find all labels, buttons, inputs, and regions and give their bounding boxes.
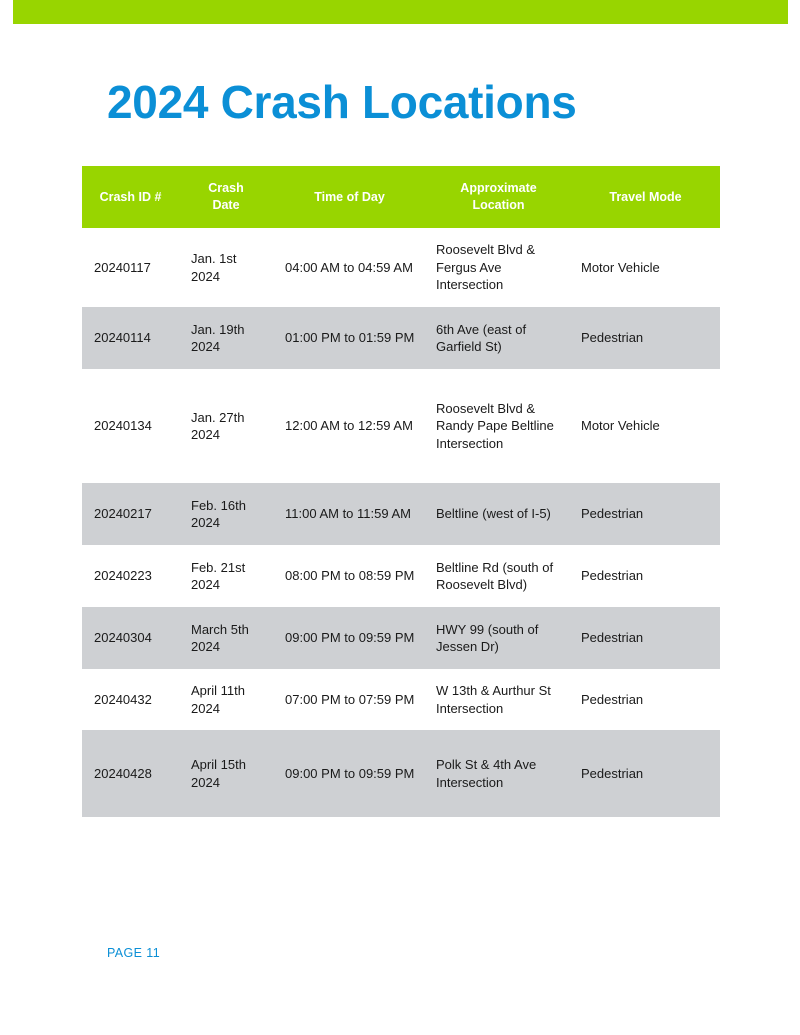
cell-date: April 15th 2024 <box>179 730 273 817</box>
cell-crash-id: 20240304 <box>82 607 179 669</box>
table-row <box>82 607 720 669</box>
cell-time: 08:00 PM to 08:59 PM <box>285 568 415 584</box>
cell-location: Polk St & 4th Ave Intersection <box>426 730 571 817</box>
cell-crash-id: 20240428 <box>82 730 179 817</box>
cell-time: 12:00 AM to 12:59 AM <box>285 418 413 434</box>
cell-crash-id: 20240432 <box>94 691 152 707</box>
table-row <box>82 730 720 817</box>
table-row <box>82 369 720 483</box>
cell-date: Feb. 21st 2024 <box>191 559 246 592</box>
header-crash-date: Crash Date <box>179 166 273 228</box>
cell-crash-id: 20240223 <box>94 568 152 584</box>
table-row <box>82 483 720 545</box>
cell-travel-mode: Pedestrian <box>581 691 644 707</box>
table-header-row <box>82 166 720 228</box>
cell-location: W 13th & Aurthur St Intersection <box>436 683 551 716</box>
cell-crash-id: 20240134 <box>94 418 152 434</box>
cell-date: Jan. 19th 2024 <box>179 307 273 369</box>
cell-time: 11:00 AM to 11:59 AM <box>273 483 426 545</box>
cell-date: April 11th 2024 <box>191 683 245 716</box>
cell-time: 07:00 PM to 07:59 PM <box>285 691 415 707</box>
cell-crash-id: 20240114 <box>82 307 179 369</box>
cell-location: Roosevelt Blvd & Fergus Ave Intersection <box>436 242 535 293</box>
cell-time: 04:00 AM to 04:59 AM <box>285 259 413 275</box>
cell-date: March 5th 2024 <box>179 607 273 669</box>
table-row <box>82 307 720 369</box>
cell-date: Jan. 27th 2024 <box>191 409 245 442</box>
cell-location: HWY 99 (south of Jessen Dr) <box>426 607 571 669</box>
cell-travel-mode: Pedestrian <box>571 730 720 817</box>
cell-location: 6th Ave (east of Garfield St) <box>426 307 571 369</box>
cell-travel-mode: Motor Vehicle <box>581 418 660 434</box>
cell-travel-mode: Pedestrian <box>581 568 644 584</box>
top-accent-bar <box>13 0 788 24</box>
table-row <box>82 545 720 607</box>
cell-crash-id: 20240117 <box>94 259 151 275</box>
cell-travel-mode: Pedestrian <box>571 307 720 369</box>
cell-time: 01:00 PM to 01:59 PM <box>273 307 426 369</box>
crash-locations-table <box>82 166 720 817</box>
page-number: PAGE 11 <box>107 946 161 960</box>
cell-time: 09:00 PM to 09:59 PM <box>273 607 426 669</box>
cell-date: Feb. 16th 2024 <box>179 483 273 545</box>
cell-location: Beltline (west of I-5) <box>426 483 571 545</box>
header-crash-id: Crash ID # <box>82 166 179 228</box>
cell-date: Jan. 1st 2024 <box>191 251 237 284</box>
cell-time: 09:00 PM to 09:59 PM <box>273 730 426 817</box>
page-title: 2024 Crash Locations <box>107 76 577 128</box>
cell-travel-mode: Pedestrian <box>571 483 720 545</box>
cell-location: Roosevelt Blvd & Randy Pape Beltline Intersection <box>436 400 554 451</box>
cell-travel-mode: Motor Vehicle <box>581 259 660 275</box>
cell-crash-id: 20240217 <box>82 483 179 545</box>
header-location: Approximate Location <box>426 166 571 228</box>
header-travel-mode: Travel Mode <box>571 166 720 228</box>
table-row <box>82 228 720 307</box>
header-time-of-day: Time of Day <box>273 166 426 228</box>
cell-travel-mode: Pedestrian <box>571 607 720 669</box>
cell-location: Beltline Rd (south of Roosevelt Blvd) <box>436 559 554 592</box>
table-row <box>82 669 720 730</box>
